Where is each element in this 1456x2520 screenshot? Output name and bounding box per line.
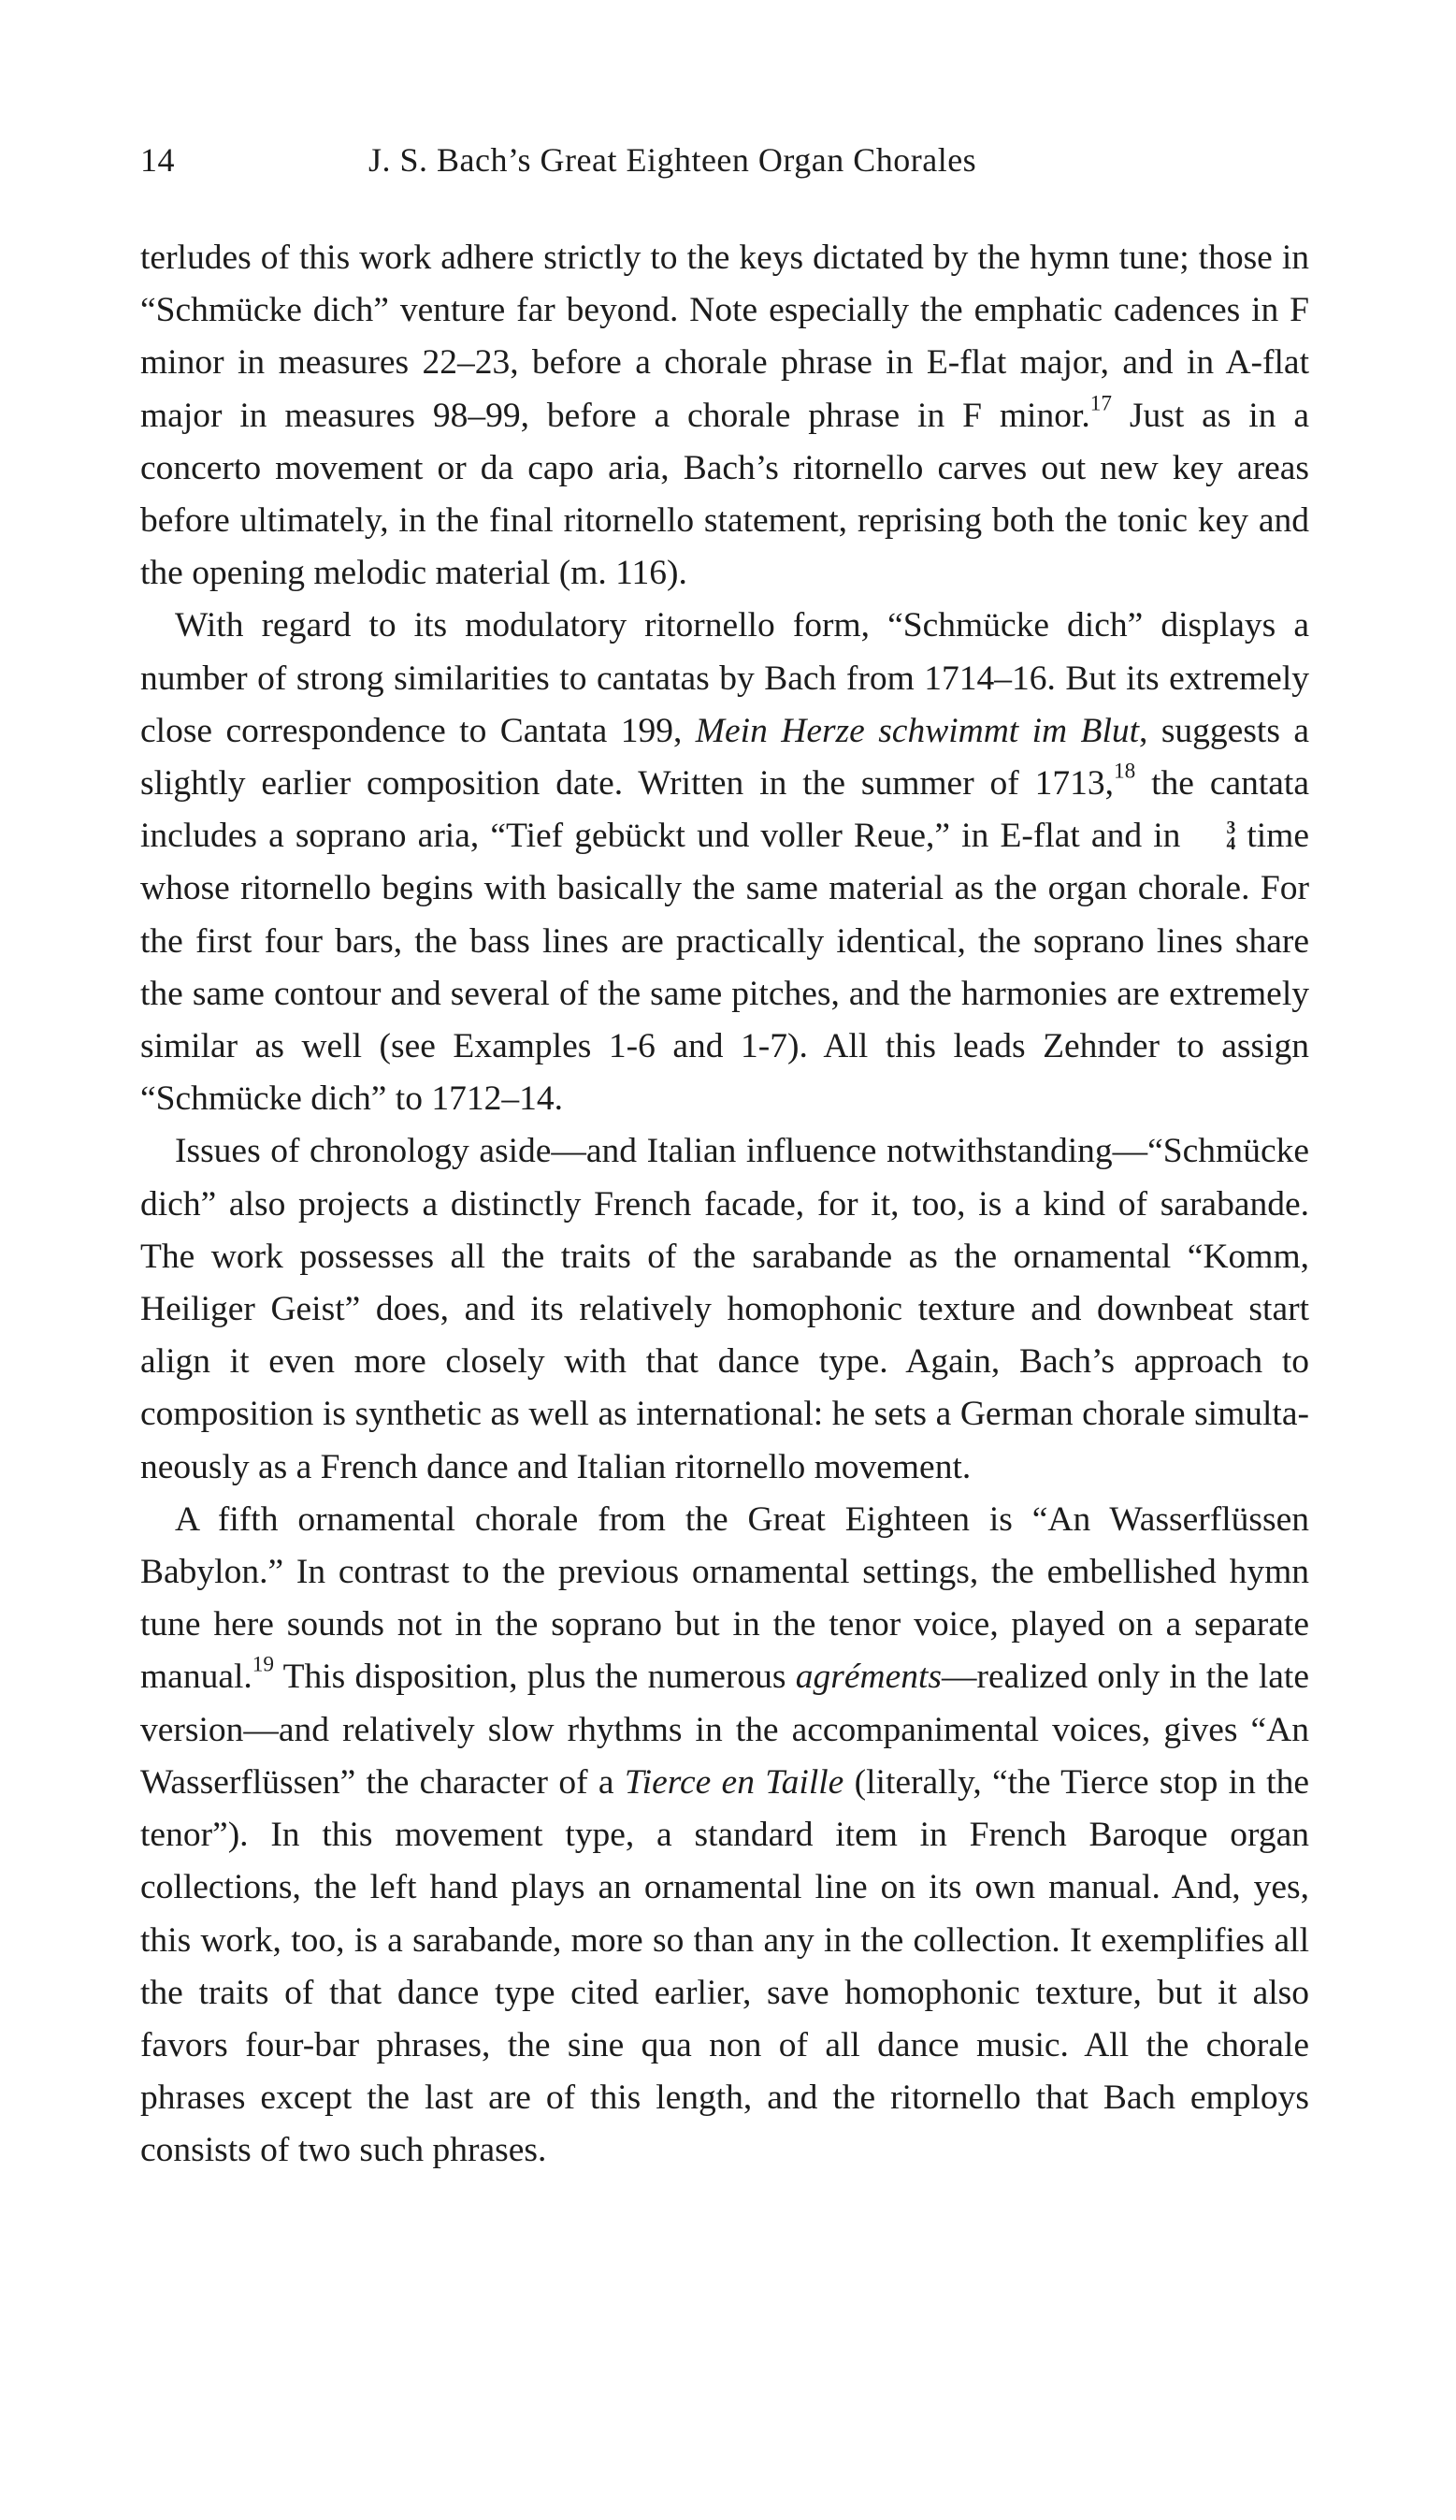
- footnote-marker: 18: [1114, 759, 1136, 784]
- footnote-marker: 17: [1089, 391, 1112, 416]
- text-run: the cantata includes a soprano aria, “Tief gebückt und voller Reue,” in E-flat and in: [140, 764, 1309, 856]
- text-run: —realized only in the late version—and relatively slow rhythms in the accompanimental voices, gives “An Wasserflüssen” the character of a: [140, 1658, 1309, 1802]
- text-run: terludes of this work adhere strictly to the keys dictated by the hymn tune; those in “Schmücke dich” venture far beyond. Note especially the emphatic cadences in F minor in measures 22–23, before a chorale phrase in E-flat major, and in A-flat major in measures 98–99, before a chorale phrase in F minor.: [140, 239, 1309, 435]
- italic-title: Tierce en Taille: [624, 1762, 844, 1802]
- text-run: This disposition, plus the numerous: [274, 1658, 796, 1697]
- text-run: time whose ritornello begins with basically the same material as the organ chorale. For the first four bars, the bass lines are practically identical, the soprano lines share the same contour and several of the same pitches, and the harmonies are extremely similar as well (see Examples 1-6 and 1-7). All this leads Zehnder to assign “Schmücke dich” to 1712–14.: [140, 817, 1309, 1119]
- body-text: [140, 232, 1309, 2178]
- time-signature: [1191, 820, 1235, 853]
- time-signature-numerator: 3: [1226, 818, 1236, 838]
- running-head: [140, 140, 1319, 196]
- italic-title: agréments: [795, 1658, 943, 1697]
- text-run: Just as in a concerto movement or da capo aria, Bach’s ritornello carves out new key areas before ultimately, in the final ritornello statement, reprising both the tonic key and the opening melodic material (m. 116).: [140, 396, 1309, 593]
- text-run: (literally, “the Tierce stop in the tenor”). In this movement type, a standard item in French Baroque organ collections, the left hand plays an ornamental line on its own manual. And, yes, this work, too, is a sarabande, more so than any in the collection. It exemplifies all the traits of that dance type cited earlier, save homophonic texture, but it also favors four-bar phrases, the sine qua non of all dance music. All the chorale phrases except the last are of this length, and the ritornello that Bach employs consists of two such phrases.: [140, 1762, 1309, 2170]
- text-run: , suggests a slightly earlier composition date. Written in the summer of 1713,: [140, 711, 1309, 804]
- time-signature-denominator: 4: [1226, 834, 1236, 855]
- paragraph-1: [140, 232, 1309, 600]
- running-title: J. S. Bach’s Great Eighteen Organ Chorales: [368, 141, 977, 179]
- page-number: 14: [140, 141, 175, 179]
- paragraph-3: [140, 1125, 1309, 1493]
- footnote-marker: 19: [252, 1653, 275, 1678]
- text-run: A fifth ornamental chorale from the Great Eighteen is “An Wasserflüssen Babylon.” In contrast to the previous ornamental settings, the embellished hymn tune here sounds not in the soprano but in the tenor voice, played on a separate manual.: [140, 1499, 1309, 1697]
- paragraph-4: [140, 1494, 1309, 2178]
- paragraph-2: [140, 600, 1309, 1125]
- text-run: Issues of chronology aside—and Italian influence notwithstanding—“Schmücke dich” also projects a distinctly French facade, for it, too, is a kind of sarabande. The work possesses all the traits of the sarabande as the ornamental “Komm, Heiliger Geist” does, and its relatively homophonic texture and downbeat start align it even more closely with that dance type. Again, Bach’s approach to composition is synthetic as well as international: he sets a German chorale simultaneously as a French dance and Italian ritornello movement.: [140, 1132, 1309, 1486]
- italic-title: Mein Herze schwimmt im Blut: [695, 711, 1140, 750]
- text-run: With regard to its modulatory ritornello form, “Schmücke dich” displays a number of strong similarities to cantatas by Bach from 1714–16. But its extremely close correspondence to Cantata 199,: [140, 606, 1309, 750]
